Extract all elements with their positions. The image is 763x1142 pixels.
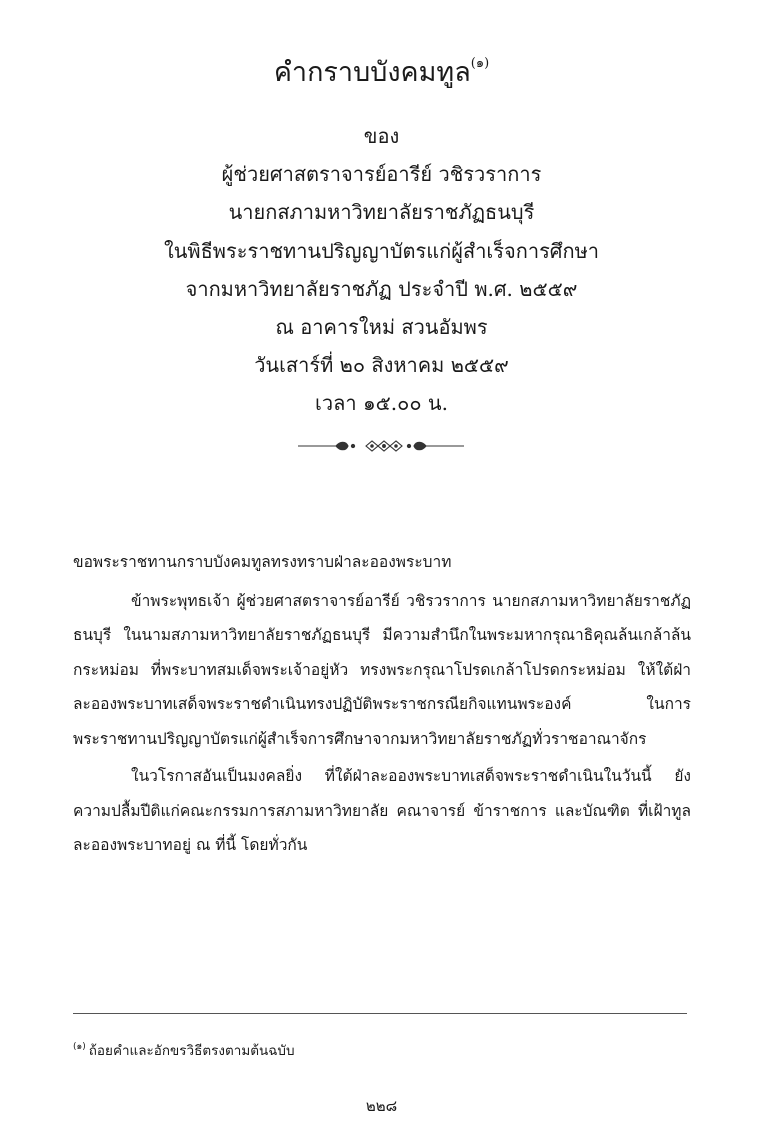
- speech-paragraph: ข้าพระพุทธเจ้า ผู้ช่วยศาสตราจารย์อารีย์ วชิรวราการ นายกสภามหาวิทยาลัยราชภัฏธนบุรี ในนามสภามหาวิทยาลัยราชภัฏธนบุรี มีความสำนึกในพระมหากรุณาธิคุณล้นเกล้าล้นกระหม่อม ที่พระบาทสมเด็จพระเจ้าอยู่หัว ทรงพระกรุณาโปรดเกล้าโปรดกระหม่อม ให้ใต้ฝ่าละอองพระบาทเสด็จพระราชดำเนินทรงปฏิบัติพระราชกรณียกิจแทนพระองค์ ในการพระราชทานปริญญาบัตรแก่ผู้สำเร็จการศึกษาจากมหาวิทยาลัยราชภัฏทั่วราชอาณาจักร: [73, 591, 691, 748]
- divider-flourish-ornament: [296, 436, 466, 456]
- footnote-divider: [73, 1013, 687, 1014]
- heading-line-date: วันเสาร์ที่ ๒๐ สิงหาคม ๒๕๕๙: [254, 353, 509, 378]
- page-number: ๒๒๘: [365, 1097, 398, 1115]
- footnote-text: ถ้อยคำและอักขรวิธีตรงตามต้นฉบับ: [88, 1043, 295, 1059]
- heading-line-ceremony: ในพิธีพระราชทานปริญญาบัตรแก่ผู้สำเร็จการศึกษา: [163, 238, 600, 263]
- speech-body: [73, 545, 691, 866]
- heading-line-venue: ณ อาคารใหม่ สวนอัมพร: [275, 314, 488, 339]
- footnote: [73, 1036, 295, 1062]
- salutation: ขอพระราชทานกราบบังคมทูลทรงทราบฝ่าละอองพระบาท: [73, 553, 452, 571]
- heading-line-speaker-position: นายกสภามหาวิทยาลัยราชภัฏธนบุรี: [228, 200, 535, 225]
- footnote-marker: (๑): [73, 1042, 86, 1052]
- heading-line-of: ของ: [363, 124, 400, 148]
- footnote-reference-marker: (๑): [470, 56, 490, 71]
- page-title: [0, 44, 763, 93]
- heading-line-university-year: จากมหาวิทยาลัยราชภัฏ ประจำปี พ.ศ. ๒๕๕๙: [185, 276, 578, 301]
- ceremony-heading: [0, 117, 763, 423]
- heading-line-time: เวลา ๑๕.๐๐ น.: [315, 391, 448, 416]
- title-text: คำกราบบังคมทูล: [273, 57, 471, 88]
- heading-line-speaker-name: ผู้ช่วยศาสตราจารย์อารีย์ วชิรวราการ: [221, 162, 542, 187]
- speech-paragraph: ในวโรกาสอันเป็นมงคลยิ่ง ที่ใต้ฝ่าละอองพระบาทเสด็จพระราชดำเนินในวันนี้ ยังความปลื้มปีติแก่คณะกรรมการสภามหาวิทยาลัย คณาจารย์ ข้าราชการ และบัณฑิต ที่เฝ้าทูลละอองพระบาทอยู่ ณ ที่นี้ โดยทั่วกัน: [73, 767, 691, 854]
